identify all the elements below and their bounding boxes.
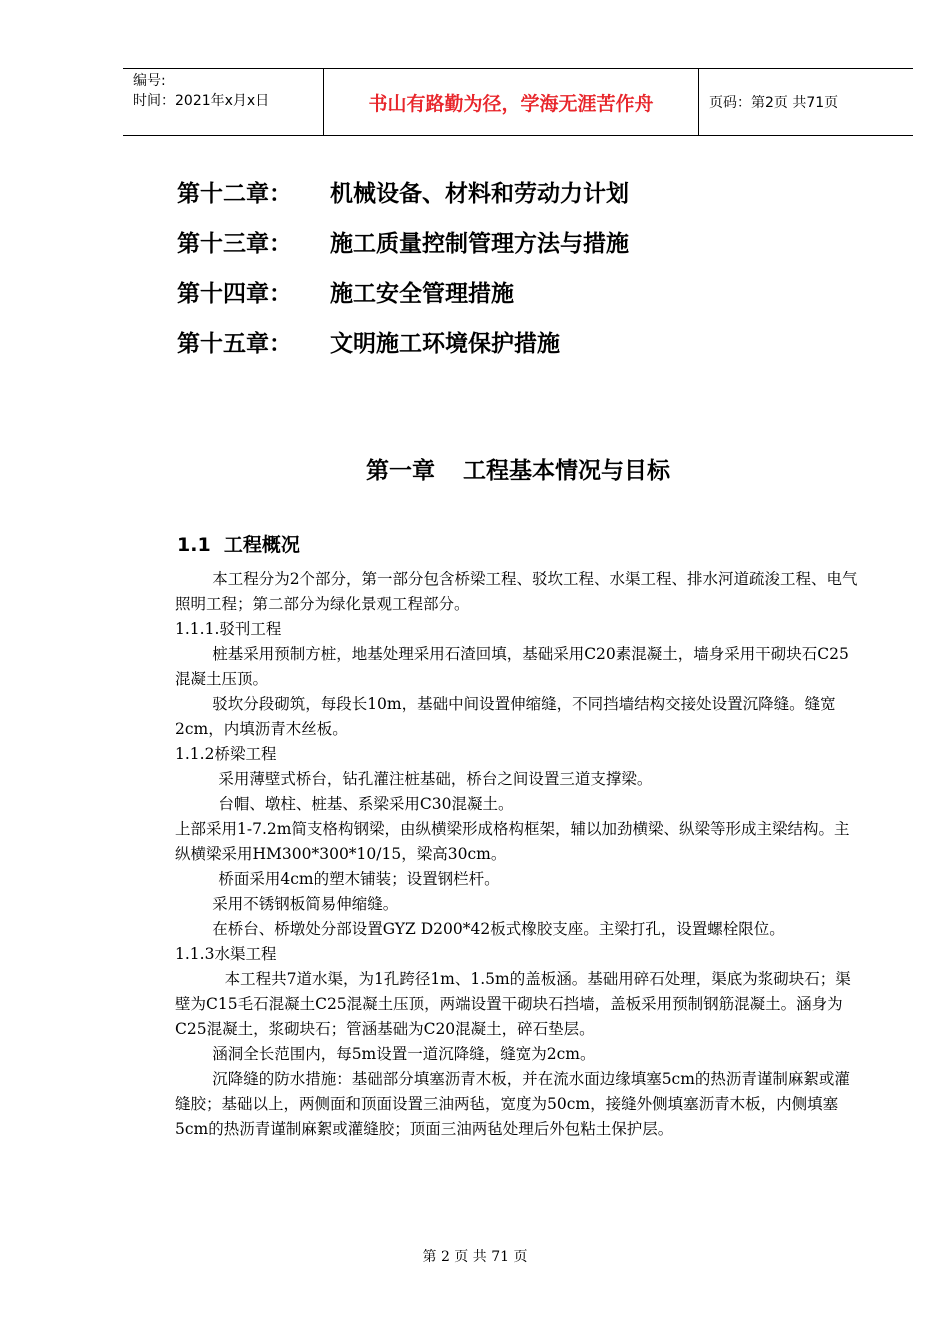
toc-title: 机械设备、材料和劳动力计划 <box>330 180 629 207</box>
paragraph: 采用不锈钢板简易伸缩缝。 <box>212 895 399 913</box>
toc-chapter: 第十四章： <box>177 280 292 307</box>
section-title: 工程概况 <box>223 534 300 556</box>
page-footer: 第 2 页 共 71 页 <box>422 1249 528 1265</box>
paragraph: 驳坎分段砌筑，每段长10m，基础中间设置伸缩缝，不同挡墙结构交接处设置沉降缝。缝宽2cm，内填沥青木丝板。 <box>175 695 836 738</box>
chapter-heading <box>0 452 950 485</box>
toc-item <box>177 216 629 266</box>
subsection-heading: 1.1.1.驳刊工程 <box>175 620 282 638</box>
paragraph: 本工程分为2个部分，第一部分包含桥梁工程、驳坎工程、水渠工程、排水河道疏浚工程、电气照明工程；第二部分为绿化景观工程部分。 <box>175 570 858 613</box>
toc-chapter: 第十二章： <box>177 180 292 207</box>
paragraph: 本工程共7道水渠，为1孔跨径1m、1.5m的盖板涵。基础用碎石处理，渠底为浆砌块石；渠壁为C15毛石混凝土C25混凝土压顶，两端设置干砌块石挡墙，盖板采用预制钢筋混凝土。涵身为C25混凝土，浆砌块石；管涵基础为C20混凝土，碎石垫层。 <box>175 970 851 1038</box>
header-page-label: 页码：第2页 共71页 <box>709 95 839 111</box>
paragraph: 上部采用1-7.2m简支格构钢梁，由纵横梁形成格构框架，辅以加劲横梁、纵梁等形成主梁结构。主纵横梁采用HM300*300*10/15，梁高30cm。 <box>175 820 850 863</box>
page-header <box>123 68 913 136</box>
body-text <box>175 567 863 1142</box>
paragraph: 在桥台、桥墩处分部设置GYZ D200*42板式橡胶支座。主梁打孔，设置螺栓限位。 <box>212 920 785 938</box>
paragraph: 沉降缝的防水措施：基础部分填塞沥青木板，并在流水面边缘填塞5cm的热沥青谨制麻絮或灌缝胶；基础以上，两侧面和顶面设置三油两毡，宽度为50cm，接缝外侧填塞沥青木板，内侧填塞5cm的热沥青谨制麻絮或灌缝胶；顶面三油两毡处理后外包粘土保护层。 <box>175 1070 850 1138</box>
paragraph: 采用薄壁式桥台，钻孔灌注桩基础，桥台之间设置三道支撑梁。 <box>218 770 653 788</box>
toc-title: 施工质量控制管理方法与措施 <box>330 230 629 257</box>
toc-chapter: 第十三章： <box>177 230 292 257</box>
chapter-number: 第一章 <box>366 458 435 484</box>
subsection-heading: 1.1.2桥梁工程 <box>175 745 277 763</box>
toc-chapter: 第十五章： <box>177 330 292 357</box>
serial-label: 编号: <box>133 73 166 89</box>
toc-item <box>177 166 629 216</box>
toc-title: 文明施工环境保护措施 <box>330 330 560 357</box>
toc-title: 施工安全管理措施 <box>330 280 514 307</box>
section-heading <box>177 530 300 557</box>
toc-item <box>177 266 629 316</box>
subsection-heading: 1.1.3水渠工程 <box>175 945 277 963</box>
paragraph: 桥面采用4cm的塑木铺装；设置钢栏杆。 <box>218 870 500 888</box>
chapter-title: 工程基本情况与目标 <box>463 458 670 484</box>
paragraph: 台帽、墩柱、桩基、系梁采用C30混凝土。 <box>218 795 514 813</box>
table-of-contents <box>177 166 629 366</box>
header-info-cell <box>123 69 324 135</box>
paragraph: 涵洞全长范围内，每5m设置一道沉降缝，缝宽为2cm。 <box>212 1045 596 1063</box>
toc-item <box>177 316 629 366</box>
header-motto: 书山有路勤为径，学海无涯苦作舟 <box>324 69 699 135</box>
paragraph: 桩基采用预制方桩，地基处理采用石渣回填，基础采用C20素混凝土，墙身采用干砌块石C25混凝土压顶。 <box>175 645 849 688</box>
time-label: 时间：2021年x月x日 <box>133 93 270 109</box>
section-number: 1.1 <box>177 534 211 556</box>
